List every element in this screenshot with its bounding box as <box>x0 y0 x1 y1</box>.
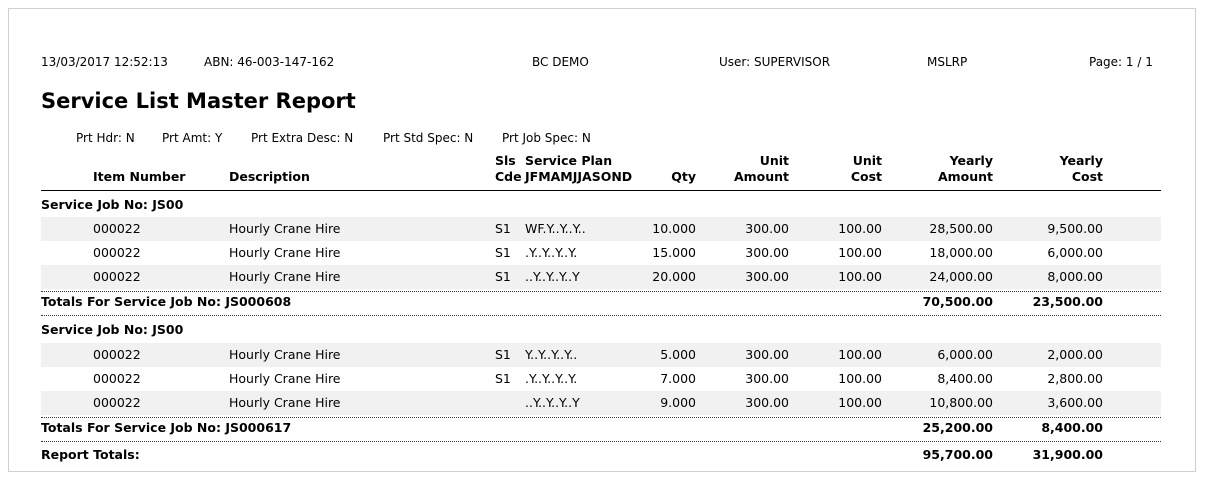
yearly-cost: 9,500.00 <box>1047 221 1103 236</box>
col-yearly-cost-2: Cost <box>1071 169 1103 184</box>
sls-code: S1 <box>495 221 511 236</box>
col-unit-cost-2: Cost <box>850 169 882 184</box>
yearly-amount: 24,000.00 <box>929 269 993 284</box>
col-service-plan: Service Plan <box>525 153 613 168</box>
sls-code: S1 <box>495 245 511 260</box>
group-total-label: Totals For Service Job No: JS000617 <box>41 420 292 435</box>
yearly-cost: 3,600.00 <box>1047 395 1103 410</box>
option-prt-std-spec: Prt Std Spec: N <box>383 131 474 145</box>
qty: 7.000 <box>660 371 696 386</box>
sls-code: S1 <box>495 371 511 386</box>
company-name: BC DEMO <box>532 55 589 69</box>
option-prt-job-spec: Prt Job Spec: N <box>502 131 591 145</box>
service-plan: .Y..Y..Y..Y. <box>525 245 578 260</box>
unit-cost: 100.00 <box>838 269 882 284</box>
item-number: 000022 <box>93 245 141 260</box>
description: Hourly Crane Hire <box>229 347 341 362</box>
qty: 9.000 <box>660 395 696 410</box>
report-totals-row <box>41 443 1161 467</box>
description: Hourly Crane Hire <box>229 395 341 410</box>
unit-amount: 300.00 <box>745 371 789 386</box>
table-row <box>41 217 1161 241</box>
option-prt-hdr: Prt Hdr: N <box>76 131 135 145</box>
unit-amount: 300.00 <box>745 395 789 410</box>
abn: ABN: 46-003-147-162 <box>204 55 335 69</box>
unit-cost: 100.00 <box>838 371 882 386</box>
col-unit-amount-2: Amount <box>733 169 789 184</box>
dotted-rule <box>41 315 1161 316</box>
col-description: Description <box>229 169 310 184</box>
yearly-cost: 2,800.00 <box>1047 371 1103 386</box>
qty: 15.000 <box>652 245 696 260</box>
unit-amount: 300.00 <box>745 221 789 236</box>
group-heading <box>41 193 1161 217</box>
unit-amount: 300.00 <box>745 245 789 260</box>
report-page <box>8 8 1196 472</box>
unit-cost: 100.00 <box>838 245 882 260</box>
description: Hourly Crane Hire <box>229 269 341 284</box>
item-number: 000022 <box>93 221 141 236</box>
qty: 20.000 <box>652 269 696 284</box>
group-total-amount: 25,200.00 <box>922 420 993 435</box>
sls-code: S1 <box>495 269 511 284</box>
col-cde: Cde <box>495 169 522 184</box>
dotted-rule <box>41 441 1161 442</box>
col-sls: Sls <box>495 153 516 168</box>
unit-cost: 100.00 <box>838 221 882 236</box>
header-rule <box>41 190 1161 191</box>
group-heading-label: Service Job No: JS00 <box>41 197 184 212</box>
col-item-number: Item Number <box>93 169 186 184</box>
col-yearly-amount-2: Amount <box>937 169 993 184</box>
group-total-cost: 23,500.00 <box>1032 294 1103 309</box>
table-row <box>41 343 1161 367</box>
service-plan: WF.Y..Y..Y.. <box>525 221 586 236</box>
description: Hourly Crane Hire <box>229 221 341 236</box>
sls-code: S1 <box>495 347 511 362</box>
group-heading-label: Service Job No: JS00 <box>41 322 184 337</box>
unit-amount: 300.00 <box>745 269 789 284</box>
qty: 5.000 <box>660 347 696 362</box>
unit-cost: 100.00 <box>838 347 882 362</box>
item-number: 000022 <box>93 347 141 362</box>
table-row <box>41 367 1161 391</box>
qty: 10.000 <box>652 221 696 236</box>
service-plan: ..Y..Y..Y..Y <box>525 269 580 284</box>
yearly-amount: 10,800.00 <box>929 395 993 410</box>
yearly-amount: 28,500.00 <box>929 221 993 236</box>
group-heading <box>41 318 1161 342</box>
report-totals-amount: 95,700.00 <box>922 447 993 462</box>
item-number: 000022 <box>93 269 141 284</box>
item-number: 000022 <box>93 371 141 386</box>
unit-amount: 300.00 <box>745 347 789 362</box>
description: Hourly Crane Hire <box>229 371 341 386</box>
group-total-label: Totals For Service Job No: JS000608 <box>41 294 292 309</box>
group-total-row <box>41 416 1161 440</box>
yearly-amount: 18,000.00 <box>929 245 993 260</box>
group-total-row <box>41 290 1161 314</box>
col-yearly-cost-1: Yearly <box>1059 153 1103 168</box>
option-prt-extra-desc: Prt Extra Desc: N <box>251 131 354 145</box>
col-qty: Qty <box>671 169 696 184</box>
yearly-amount: 6,000.00 <box>937 347 993 362</box>
report-totals-cost: 31,900.00 <box>1032 447 1103 462</box>
report-datetime: 13/03/2017 12:52:13 <box>41 55 168 69</box>
description: Hourly Crane Hire <box>229 245 341 260</box>
option-prt-amt: Prt Amt: Y <box>162 131 223 145</box>
col-unit-amount-1: Unit <box>759 153 789 168</box>
yearly-cost: 6,000.00 <box>1047 245 1103 260</box>
col-yearly-amount-1: Yearly <box>949 153 993 168</box>
group-total-cost: 8,400.00 <box>1041 420 1103 435</box>
service-plan: .Y..Y..Y..Y. <box>525 371 578 386</box>
user: User: SUPERVISOR <box>719 55 831 69</box>
report-code: MSLRP <box>927 55 968 69</box>
report-totals-label: Report Totals: <box>41 447 140 462</box>
page-number: Page: 1 / 1 <box>1089 55 1153 69</box>
col-months: JFMAMJJASOND <box>525 169 633 184</box>
unit-cost: 100.00 <box>838 395 882 410</box>
group-total-amount: 70,500.00 <box>922 294 993 309</box>
yearly-cost: 2,000.00 <box>1047 347 1103 362</box>
table-row <box>41 391 1161 415</box>
service-plan: ..Y..Y..Y..Y <box>525 395 580 410</box>
yearly-amount: 8,400.00 <box>937 371 993 386</box>
report-title: Service List Master Report <box>41 89 356 113</box>
col-unit-cost-1: Unit <box>852 153 882 168</box>
item-number: 000022 <box>93 395 141 410</box>
table-row <box>41 241 1161 265</box>
yearly-cost: 8,000.00 <box>1047 269 1103 284</box>
service-plan: Y..Y..Y..Y.. <box>525 347 578 362</box>
table-row <box>41 265 1161 289</box>
